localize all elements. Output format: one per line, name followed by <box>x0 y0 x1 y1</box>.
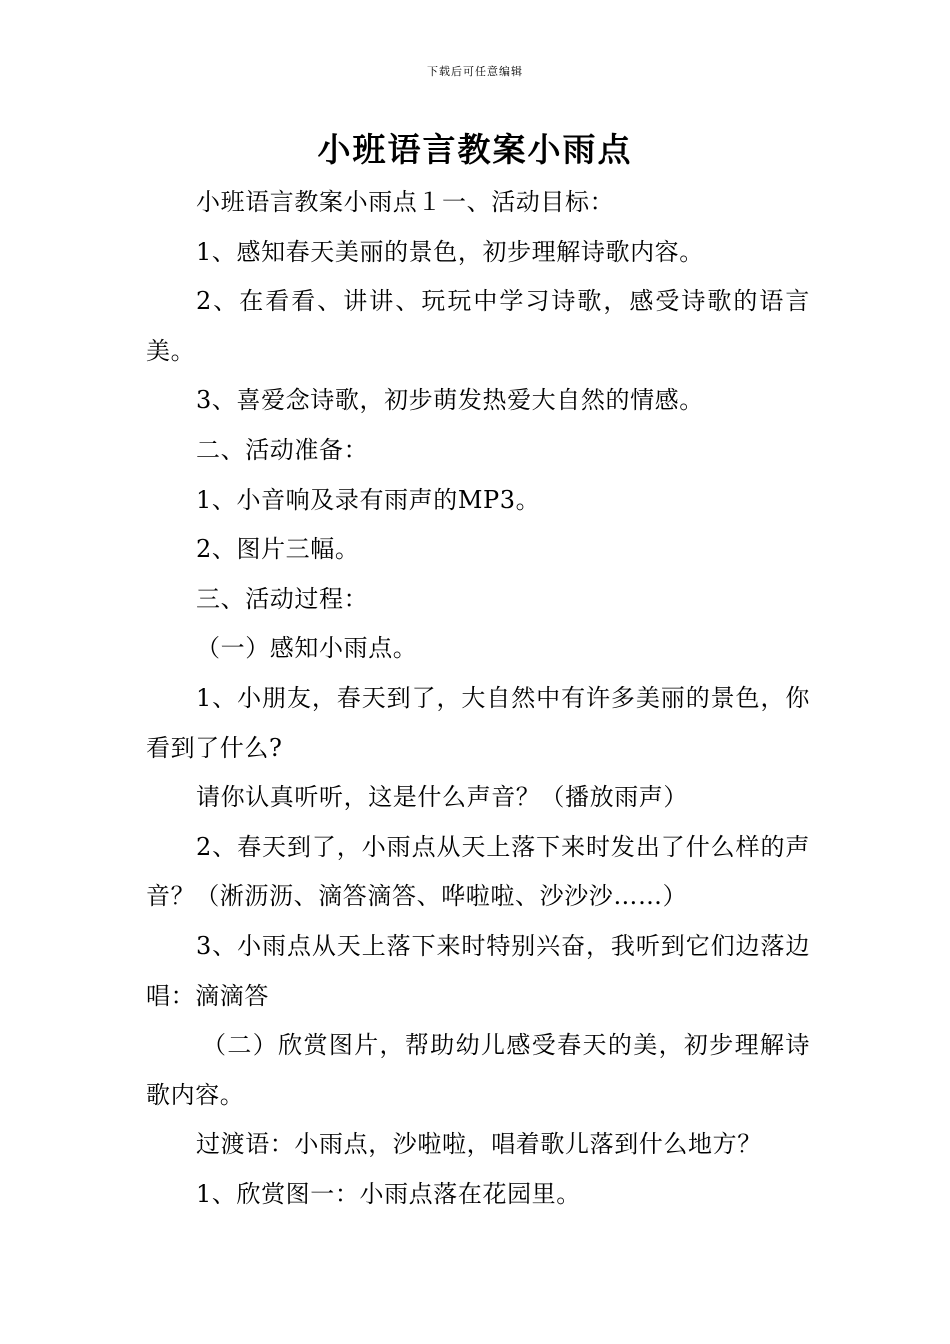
paragraph: 2、春天到了，小雨点从天上落下来时发出了什么样的声音？（淅沥沥、滴答滴答、哗啦啦、沙沙沙……） <box>146 832 810 911</box>
paragraph: 小班语言教案小雨点１一、活动目标： <box>196 188 615 216</box>
paragraph: 请你认真听听，这是什么声音？（播放雨声） <box>196 783 688 812</box>
paragraph: 1、小音响及录有雨声的MP3。 <box>196 485 541 514</box>
paragraph: （二）欣赏图片，帮助幼儿感受春天的美，初步理解诗歌内容。 <box>146 1031 810 1109</box>
paragraph: 1、感知春天美丽的景色，初步理解诗歌内容。 <box>196 237 704 266</box>
paragraph: 2、在看看、讲讲、玩玩中学习诗歌，感受诗歌的语言美。 <box>146 287 810 365</box>
header-note: 下载后可任意编辑 <box>427 65 523 78</box>
paragraph: 3、小雨点从天上落下来时特别兴奋，我听到它们边落边唱：滴滴答 <box>146 931 810 1010</box>
paragraph: 过渡语：小雨点，沙啦啦，唱着歌儿落到什么地方？ <box>196 1130 762 1159</box>
document-body <box>146 178 810 1219</box>
document-title: 小班语言教案小雨点 <box>317 130 633 169</box>
paragraph: 1、欣赏图一：小雨点落在花园里。 <box>196 1179 581 1208</box>
paragraph: 三、活动过程： <box>196 584 369 613</box>
paragraph: 3、喜爱念诗歌，初步萌发热爱大自然的情感。 <box>196 386 704 415</box>
paragraph: 2、图片三幅。 <box>196 535 360 564</box>
paragraph: 二、活动准备： <box>196 435 369 464</box>
paragraph: 1、小朋友，春天到了，大自然中有许多美丽的景色，你看到了什么? <box>146 683 810 762</box>
paragraph: （一）感知小雨点。 <box>196 634 418 663</box>
